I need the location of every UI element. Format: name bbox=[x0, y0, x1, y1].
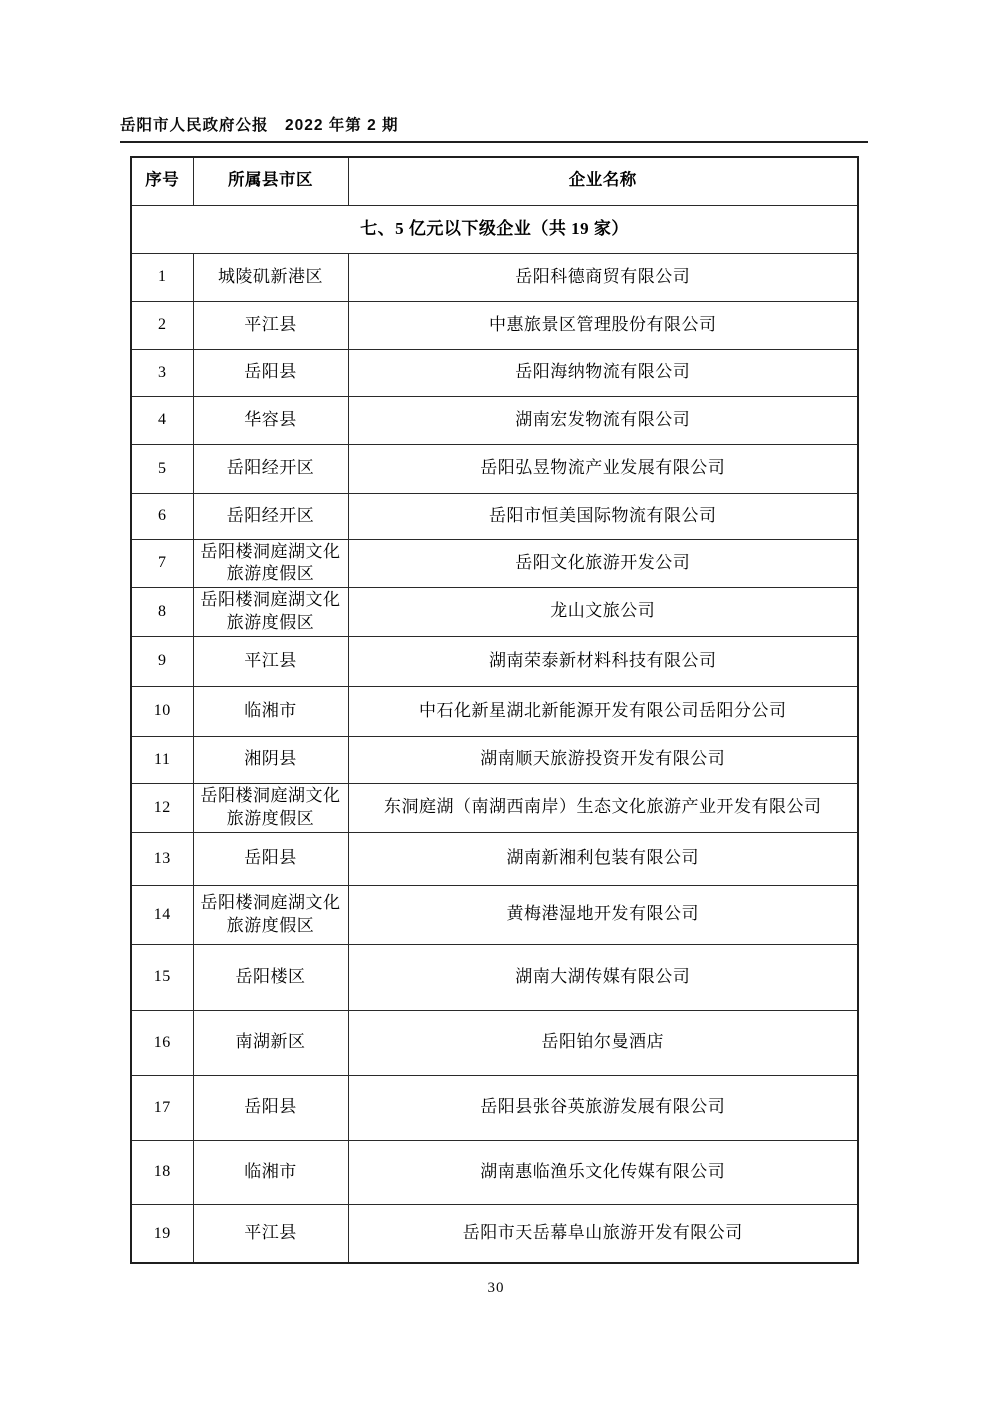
row-index: 1 bbox=[131, 253, 193, 301]
row-district: 岳阳经开区 bbox=[193, 444, 348, 493]
row-district: 临湘市 bbox=[193, 686, 348, 736]
row-district: 华容县 bbox=[193, 396, 348, 444]
page-number: 30 bbox=[487, 1280, 505, 1296]
row-company: 黄梅港湿地开发有限公司 bbox=[348, 885, 858, 944]
row-index: 15 bbox=[131, 944, 193, 1010]
row-company: 龙山文旅公司 bbox=[348, 587, 858, 636]
row-index: 14 bbox=[131, 885, 193, 944]
column-header-company: 企业名称 bbox=[348, 157, 858, 205]
row-company: 湖南荣泰新材料科技有限公司 bbox=[348, 636, 858, 686]
row-company: 岳阳铂尔曼酒店 bbox=[348, 1010, 858, 1075]
row-company: 岳阳科德商贸有限公司 bbox=[348, 253, 858, 301]
row-company: 中惠旅景区管理股份有限公司 bbox=[348, 301, 858, 349]
row-company: 岳阳市恒美国际物流有限公司 bbox=[348, 493, 858, 539]
table-row bbox=[131, 444, 858, 493]
table-header-row bbox=[131, 157, 858, 205]
row-company: 中石化新星湖北新能源开发有限公司岳阳分公司 bbox=[348, 686, 858, 736]
row-company: 岳阳海纳物流有限公司 bbox=[348, 349, 858, 396]
row-district: 岳阳县 bbox=[193, 832, 348, 885]
table-row bbox=[131, 1075, 858, 1140]
table-row bbox=[131, 301, 858, 349]
row-index: 7 bbox=[131, 539, 193, 587]
table-row bbox=[131, 736, 858, 783]
row-company: 岳阳市天岳幕阜山旅游开发有限公司 bbox=[348, 1204, 858, 1263]
row-company: 湖南惠临渔乐文化传媒有限公司 bbox=[348, 1140, 858, 1204]
row-district: 临湘市 bbox=[193, 1140, 348, 1204]
row-district: 岳阳经开区 bbox=[193, 493, 348, 539]
table-row bbox=[131, 783, 858, 832]
row-index: 12 bbox=[131, 783, 193, 832]
row-index: 18 bbox=[131, 1140, 193, 1204]
table-row bbox=[131, 944, 858, 1010]
row-company: 东洞庭湖（南湖西南岸）生态文化旅游产业开发有限公司 bbox=[348, 783, 858, 832]
row-district: 平江县 bbox=[193, 636, 348, 686]
row-district: 岳阳楼洞庭湖文化旅游度假区 bbox=[193, 539, 348, 587]
row-district: 岳阳县 bbox=[193, 1075, 348, 1140]
header-rule bbox=[120, 141, 868, 143]
row-district: 南湖新区 bbox=[193, 1010, 348, 1075]
table-row bbox=[131, 1010, 858, 1075]
row-district: 湘阴县 bbox=[193, 736, 348, 783]
table-row bbox=[131, 587, 858, 636]
row-index: 19 bbox=[131, 1204, 193, 1263]
row-index: 8 bbox=[131, 587, 193, 636]
row-index: 13 bbox=[131, 832, 193, 885]
row-district: 岳阳县 bbox=[193, 349, 348, 396]
gazette-header-title: 岳阳市人民政府公报 2022 年第 2 期 bbox=[120, 117, 399, 134]
row-district: 平江县 bbox=[193, 1204, 348, 1263]
company-table bbox=[130, 156, 859, 1264]
table-row bbox=[131, 1204, 858, 1263]
section-header-row bbox=[131, 205, 858, 253]
row-index: 5 bbox=[131, 444, 193, 493]
row-index: 6 bbox=[131, 493, 193, 539]
row-company: 湖南宏发物流有限公司 bbox=[348, 396, 858, 444]
row-index: 4 bbox=[131, 396, 193, 444]
row-index: 9 bbox=[131, 636, 193, 686]
column-header-index: 序号 bbox=[131, 157, 193, 205]
table-row bbox=[131, 1140, 858, 1204]
table-body bbox=[131, 253, 858, 1263]
row-company: 岳阳文化旅游开发公司 bbox=[348, 539, 858, 587]
table-row bbox=[131, 832, 858, 885]
table-row bbox=[131, 349, 858, 396]
table-row bbox=[131, 636, 858, 686]
column-header-district: 所属县市区 bbox=[193, 157, 348, 205]
row-company: 湖南大湖传媒有限公司 bbox=[348, 944, 858, 1010]
row-district: 平江县 bbox=[193, 301, 348, 349]
row-district: 岳阳楼洞庭湖文化旅游度假区 bbox=[193, 783, 348, 832]
table-row bbox=[131, 885, 858, 944]
table-row bbox=[131, 396, 858, 444]
row-district: 岳阳楼区 bbox=[193, 944, 348, 1010]
row-index: 17 bbox=[131, 1075, 193, 1140]
row-district: 城陵矶新港区 bbox=[193, 253, 348, 301]
row-index: 2 bbox=[131, 301, 193, 349]
table-row bbox=[131, 253, 858, 301]
row-company: 岳阳弘昱物流产业发展有限公司 bbox=[348, 444, 858, 493]
row-index: 11 bbox=[131, 736, 193, 783]
table-row bbox=[131, 686, 858, 736]
row-index: 3 bbox=[131, 349, 193, 396]
section-title: 七、5 亿元以下级企业（共 19 家） bbox=[131, 205, 858, 253]
table-row bbox=[131, 493, 858, 539]
row-company: 岳阳县张谷英旅游发展有限公司 bbox=[348, 1075, 858, 1140]
row-company: 湖南顺天旅游投资开发有限公司 bbox=[348, 736, 858, 783]
row-company: 湖南新湘利包装有限公司 bbox=[348, 832, 858, 885]
row-district: 岳阳楼洞庭湖文化旅游度假区 bbox=[193, 587, 348, 636]
row-district: 岳阳楼洞庭湖文化旅游度假区 bbox=[193, 885, 348, 944]
row-index: 10 bbox=[131, 686, 193, 736]
row-index: 16 bbox=[131, 1010, 193, 1075]
table-row bbox=[131, 539, 858, 587]
